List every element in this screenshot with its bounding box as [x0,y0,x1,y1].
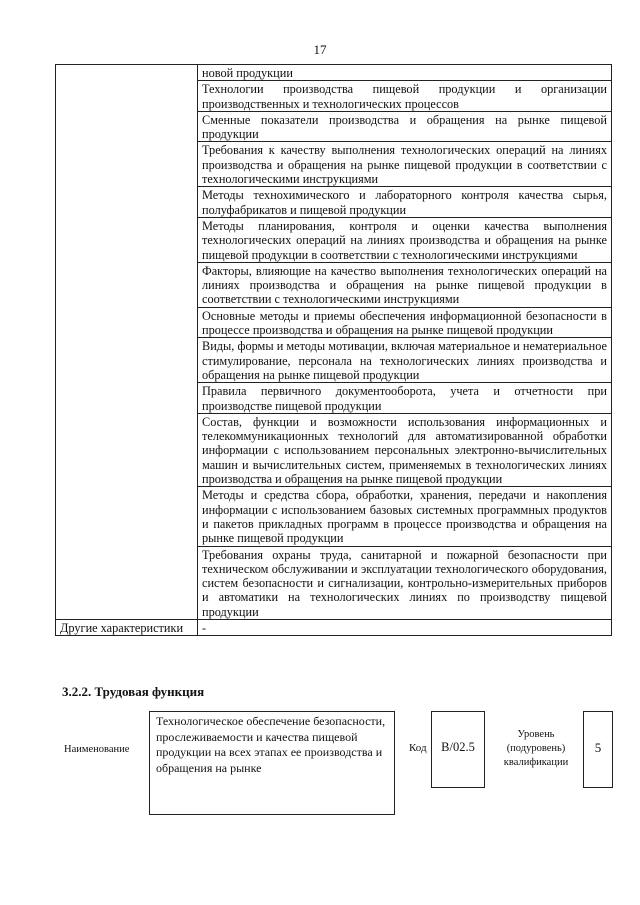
table-cell: Требования к качеству выполнения технологических операций на линиях производства и обращения на рынке пищевой продукции в соответствии с технологическими инструкциями [198,142,612,187]
requirements-table [55,64,612,636]
empty-label-cell [56,65,198,620]
table-cell: Методы планирования, контроля и оценки качества выполнения технологических операций на линиях производства и обращения на рынке пищевой продукции в соответствии с технологическими инструкциями [198,217,612,262]
table-cell: Технологии производства пищевой продукции и организации производственных и технологических процессов [198,81,612,112]
table-cell: Факторы, влияющие на качество выполнения технологических операций на линиях производства и обращения на рынке пищевой продукции в соответствии с технологическими инструкциями [198,262,612,307]
section-heading: 3.2.2. Трудовая функция [62,684,205,699]
table-cell: Правила первичного документооборота, учета и отчетности при производстве пищевой продукции [198,383,612,414]
qualification-level-box: 5 [583,711,613,788]
table-cell: Методы технохимического и лабораторного контроля качества сырья, полуфабрикатов и пищевой продукции [198,187,612,218]
table-cell: Состав, функции и возможности использования информационных и телекоммуникационных технологий для автоматизированной обработки информации с использованием персональных электронно-вычислительных машин и вычислительных систем, применяемых в технологических линиях производства и обращения на рынке пищевой продукции [198,413,612,486]
table-cell: Сменные показатели производства и обращения на рынке пищевой продукции [198,111,612,142]
other-characteristics-label: Другие характеристики [56,619,198,635]
qualification-level-label: Уровень (подуровень) квалификации [503,729,569,768]
table-row [56,619,612,635]
table-cell: Виды, формы и методы мотивации, включая материальное и нематериальное стимулирование, персонала на технологических линиях производства и обращения на рынке пищевой продукции [198,338,612,383]
table-cell: новой продукции [198,65,612,81]
table-cell: Основные методы и приемы обеспечения информационной безопасности в процессе производства и обращения на рынке пищевой продукции [198,307,612,338]
code-label: Код [409,742,427,754]
name-label: Наименование [64,744,130,755]
table-row [56,65,612,81]
table-cell: Требования охраны труда, санитарной и пожарной безопасности при техническом обслуживании и эксплуатации технологического оборудования, систем безопасности и сигнализации, контрольно-измерительных приборов и автоматики на технологических линиях по производству пищевой продукции [198,546,612,619]
other-characteristics-value: - [198,619,612,635]
table-cell: Методы и средства сбора, обработки, хранения, передачи и накопления информации с использованием базовых системных программных продуктов и пакетов прикладных программ в процессе производства и обращения на рынке пищевой продукции [198,487,612,546]
code-box: B/02.5 [431,711,485,788]
function-name-box: Технологическое обеспечение безопасности, прослеживаемости и качества пищевой продукции на всех этапах ее производства и обращения на рынке [149,711,395,815]
page-number: 17 [313,42,327,57]
